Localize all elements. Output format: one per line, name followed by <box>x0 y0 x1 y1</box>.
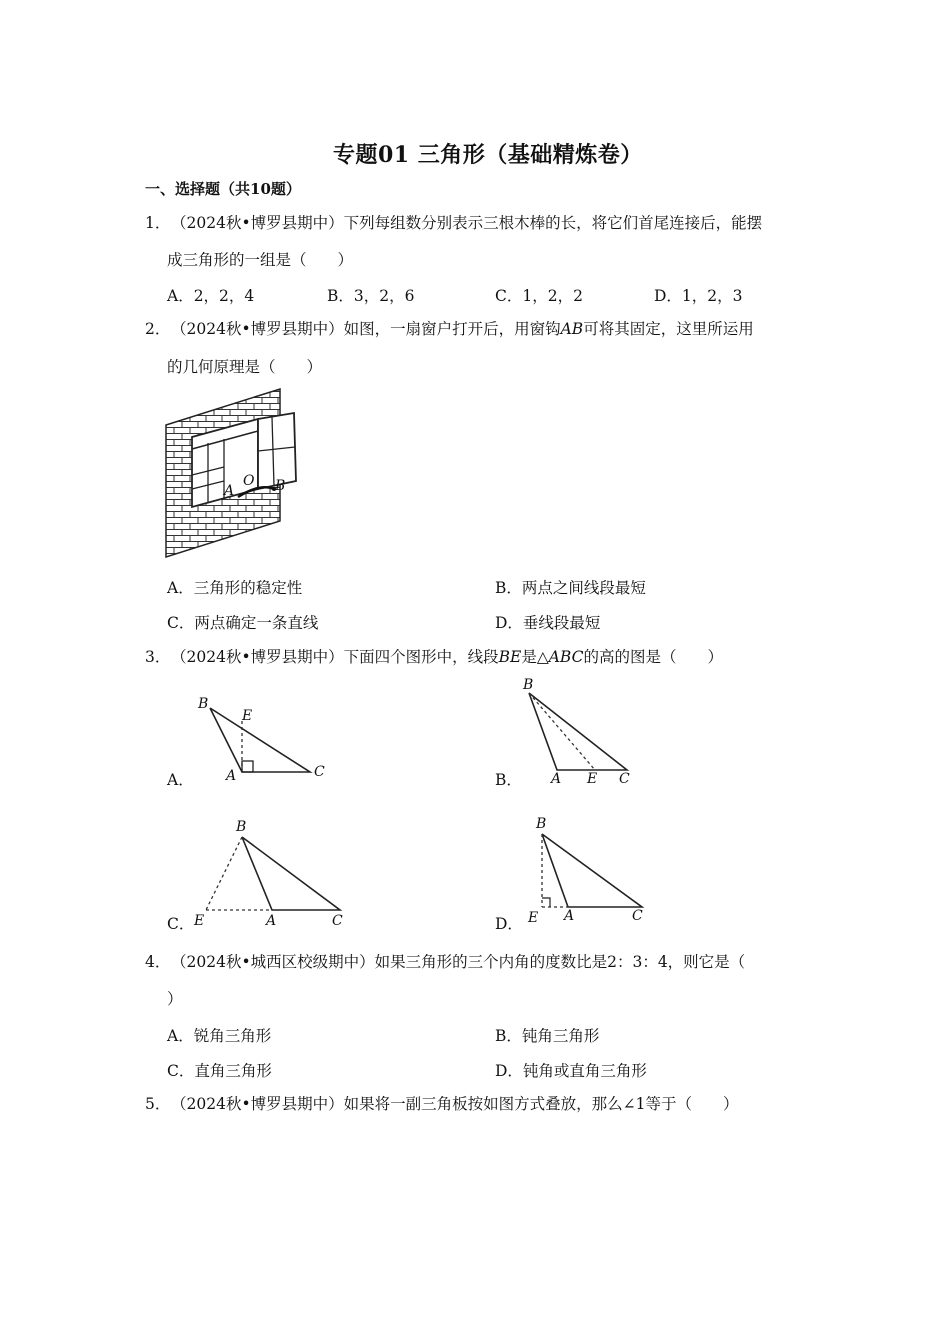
question-number: 4． <box>145 953 171 971</box>
point-b: B <box>198 696 209 712</box>
section-heading: 一、选择题（共10题） <box>145 180 301 198</box>
question-number: 2． <box>145 320 171 338</box>
triangle-label: ABC <box>548 648 584 666</box>
figure-label-a: A <box>224 483 235 499</box>
q1-option-d[interactable]: D．1，2，3 <box>654 287 743 305</box>
q3-figure-a[interactable] <box>190 690 340 790</box>
point-a: A <box>226 768 237 784</box>
figure-label-b: B <box>275 478 286 494</box>
question-text: （2024秋•博罗县期中）如图，一扇窗户打开后，用窗钩 <box>171 320 561 338</box>
q2-option-a[interactable]: A．三角形的稳定性 <box>167 579 303 597</box>
question-text: 可将其固定，这里所运用 <box>583 320 754 338</box>
question-2 <box>145 318 754 340</box>
point-c: C <box>632 908 643 924</box>
point-c: C <box>332 913 343 929</box>
question-text: （2024秋•博罗县期中）下列每组数分别表示三根木棒的长，将它们首尾连接后，能摆 <box>171 214 763 232</box>
q4-option-a[interactable]: A．锐角三角形 <box>167 1027 272 1045</box>
q3-option-d-label[interactable]: D． <box>495 915 523 933</box>
question-text: （2024秋•博罗县期中）如果将一副三角板按如图方式叠放，那么∠1等于（ ） <box>171 1095 739 1113</box>
window-figure <box>162 385 312 560</box>
question-2-line2: 的几何原理是（ ） <box>167 358 323 376</box>
question-4-line2: ） <box>167 990 183 1008</box>
point-b: B <box>523 677 534 693</box>
point-a: A <box>266 913 277 929</box>
point-c: C <box>619 771 630 787</box>
q4-option-d[interactable]: D．钝角或直角三角形 <box>495 1062 647 1080</box>
q3-figure-c[interactable] <box>190 815 360 930</box>
question-3 <box>145 646 723 668</box>
q2-option-d[interactable]: D．垂线段最短 <box>495 614 601 632</box>
q3-option-a-label[interactable]: A． <box>167 771 194 789</box>
question-number: 1． <box>145 214 171 232</box>
q2-option-c[interactable]: C．两点确定一条直线 <box>167 614 319 632</box>
q1-option-a[interactable]: A．2，2，4 <box>167 287 255 305</box>
question-text: （2024秋•博罗县期中）下面四个图形中，线段 <box>171 648 499 666</box>
question-text: （2024秋•城西区校级期中）如果三角形的三个内角的度数比是2：3：4，则它是（ <box>171 953 746 971</box>
page-title: 专题01 三角形（基础精炼卷） <box>333 142 643 168</box>
question-number: 5． <box>145 1095 171 1113</box>
q3-option-b-label[interactable]: B． <box>495 771 522 789</box>
question-4 <box>145 951 745 973</box>
q4-option-b[interactable]: B．钝角三角形 <box>495 1027 600 1045</box>
q2-option-b[interactable]: B．两点之间线段最短 <box>495 579 646 597</box>
point-a: A <box>564 908 575 924</box>
point-b: B <box>536 816 547 832</box>
q3-option-c-label[interactable]: C． <box>167 915 195 933</box>
segment-label: AB <box>560 320 584 338</box>
q1-option-c[interactable]: C．1，2，2 <box>495 287 583 305</box>
question-1 <box>145 212 762 234</box>
q3-figure-d[interactable] <box>522 812 662 930</box>
question-1-line2: 成三角形的一组是（ ） <box>167 251 354 269</box>
question-text: 的高的图是（ ） <box>583 648 723 666</box>
q1-option-b[interactable]: B．3，2，6 <box>327 287 415 305</box>
q3-figure-b[interactable] <box>515 675 645 790</box>
point-a: A <box>551 771 562 787</box>
point-e: E <box>528 910 539 926</box>
q4-option-c[interactable]: C．直角三角形 <box>167 1062 272 1080</box>
segment-label: BE <box>498 648 522 666</box>
figure-label-o: O <box>243 473 255 489</box>
point-b: B <box>236 819 247 835</box>
question-text: 是△ <box>521 648 549 666</box>
point-e: E <box>587 771 598 787</box>
point-e: E <box>242 708 253 724</box>
point-e: E <box>194 913 205 929</box>
point-c: C <box>314 764 325 780</box>
question-number: 3． <box>145 648 171 666</box>
question-5 <box>145 1093 738 1115</box>
